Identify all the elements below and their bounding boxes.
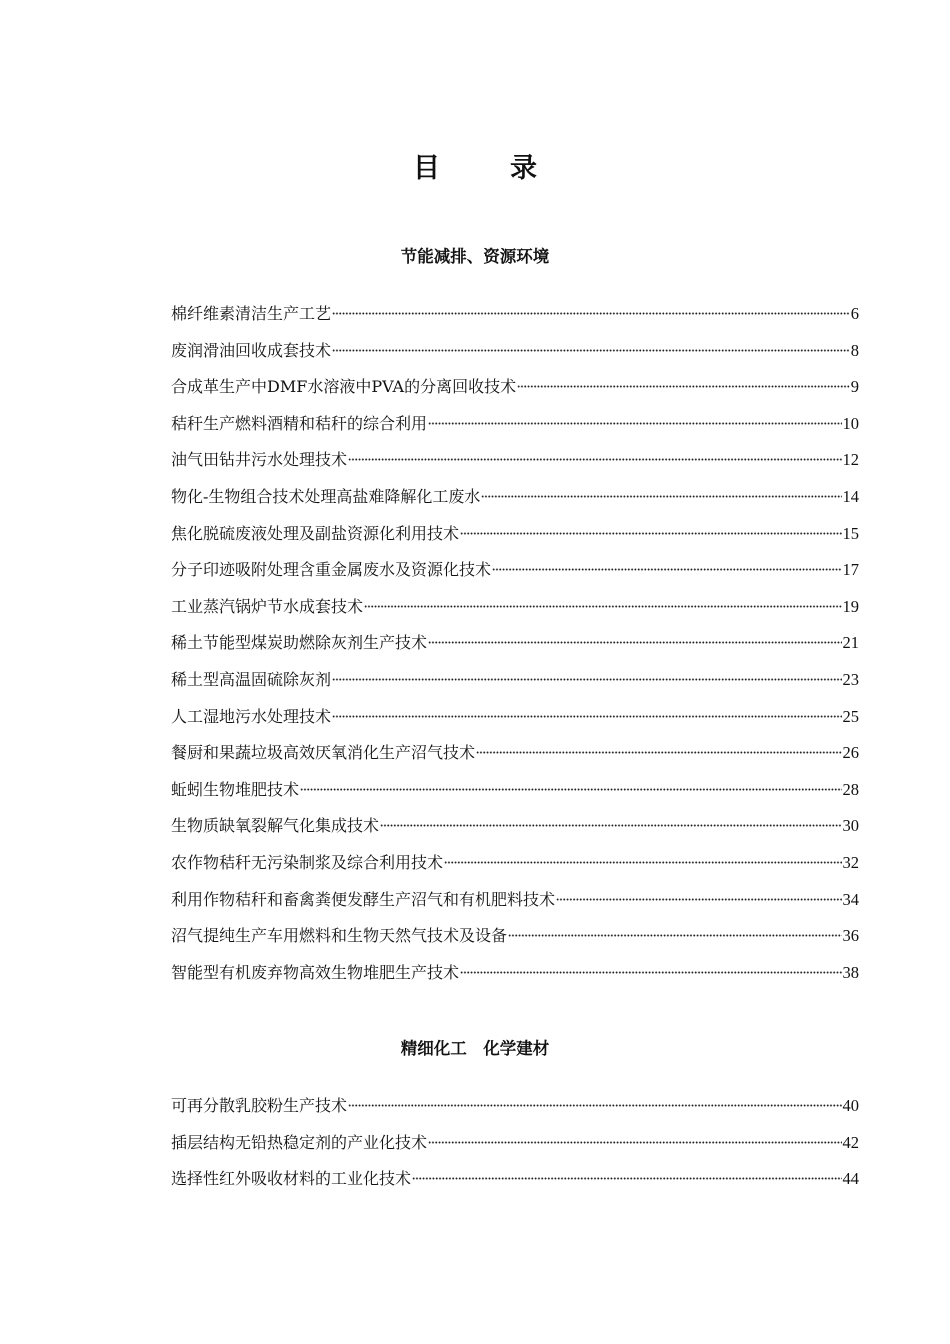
toc-entry-page: 9 — [850, 377, 859, 397]
toc-entry-title: 棉纤维素清洁生产工艺 — [171, 304, 332, 323]
toc-entry[interactable] — [171, 552, 859, 589]
toc-entry-title: 稀土型高温固硫除灰剂 — [171, 669, 332, 689]
toc-entry-title: 插层结构无铅热稳定剂的产业化技术 — [171, 1132, 428, 1152]
toc-entry-page: 42 — [842, 1132, 859, 1152]
toc-entry[interactable] — [171, 333, 859, 370]
toc-entry-title: 废润滑油回收成套技术 — [171, 340, 332, 360]
toc-entry-page: 32 — [842, 852, 859, 872]
toc-entry[interactable] — [171, 1161, 859, 1198]
toc-entry-page: 36 — [842, 926, 859, 946]
dot-leader — [300, 781, 841, 791]
dot-leader — [412, 1170, 841, 1180]
toc-entry[interactable] — [171, 808, 859, 845]
toc-entry-page: 6 — [850, 304, 859, 323]
dot-leader — [444, 854, 841, 864]
toc-entry-title: 沼气提纯生产车用燃料和生物天然气技术及设备 — [171, 926, 508, 946]
toc-entry[interactable] — [171, 479, 859, 516]
toc-entry-title: 人工湿地污水处理技术 — [171, 706, 332, 726]
toc-entry-title: 蚯蚓生物堆肥技术 — [171, 779, 300, 799]
toc-entry-page: 34 — [842, 889, 859, 909]
title-char-right: 录 — [510, 153, 537, 184]
toc-entry-page: 15 — [842, 523, 859, 543]
toc-entry[interactable] — [171, 442, 859, 479]
dot-leader — [348, 1097, 841, 1107]
toc-entry[interactable] — [171, 625, 859, 662]
toc-entry-page: 17 — [842, 560, 859, 580]
toc-entry[interactable] — [171, 699, 859, 736]
toc-entry[interactable] — [171, 955, 859, 992]
toc-entry[interactable] — [171, 369, 859, 406]
dot-leader — [332, 671, 841, 681]
toc-entry[interactable] — [171, 918, 859, 955]
toc-entry-title: 分子印迹吸附处理含重金属废水及资源化技术 — [171, 560, 492, 580]
toc-entry-page: 8 — [850, 340, 859, 360]
dot-leader — [428, 634, 841, 644]
dot-leader — [428, 1134, 841, 1144]
toc-entry-title: 油气田钻井污水处理技术 — [171, 450, 348, 470]
toc-entry-page: 19 — [842, 596, 859, 616]
toc-entry[interactable] — [171, 296, 859, 333]
toc-entry[interactable] — [171, 735, 859, 772]
toc-list-section-1 — [171, 296, 859, 991]
dot-leader — [476, 744, 841, 754]
toc-entry[interactable] — [171, 1088, 859, 1125]
toc-entry-title: 餐厨和果蔬垃圾高效厌氧消化生产沼气技术 — [171, 743, 476, 763]
toc-entry[interactable] — [171, 1125, 859, 1162]
dot-leader — [332, 305, 850, 315]
toc-entry-page: 44 — [842, 1169, 859, 1189]
toc-entry-page: 30 — [842, 816, 859, 836]
toc-entry-page: 28 — [842, 779, 859, 799]
dot-leader — [380, 817, 841, 827]
section-heading: 精细化工 化学建材 — [400, 1039, 550, 1058]
toc-entry[interactable] — [171, 516, 859, 553]
toc-entry-title: 农作物秸秆无污染制浆及综合利用技术 — [171, 852, 444, 872]
toc-entry-title: 秸秆生产燃料酒精和秸秆的综合利用 — [171, 413, 428, 433]
toc-entry[interactable] — [171, 406, 859, 443]
page-title — [0, 146, 950, 185]
toc-entry-title: 物化-生物组合技术处理高盐难降解化工废水 — [171, 486, 481, 506]
dot-leader — [508, 927, 841, 937]
dot-leader — [556, 891, 841, 901]
toc-entry-title: 合成革生产中DMF水溶液中PVA的分离回收技术 — [171, 377, 517, 397]
toc-entry-title: 智能型有机废弃物高效生物堆肥生产技术 — [171, 962, 460, 982]
dot-leader — [348, 451, 841, 461]
toc-entry-title: 利用作物秸秆和畜禽粪便发酵生产沼气和有机肥料技术 — [171, 889, 556, 909]
toc-entry-page: 26 — [842, 743, 859, 763]
dot-leader — [517, 378, 850, 388]
dot-leader — [332, 342, 850, 352]
toc-entry-page: 12 — [842, 450, 859, 470]
toc-entry-page: 21 — [842, 633, 859, 653]
toc-entry-page: 38 — [842, 962, 859, 982]
toc-entry-title: 生物质缺氧裂解气化集成技术 — [171, 816, 380, 836]
title-char-left: 目 — [413, 153, 440, 184]
dot-leader — [428, 415, 841, 425]
toc-entry[interactable] — [171, 772, 859, 809]
toc-entry-title: 焦化脱硫废液处理及副盐资源化利用技术 — [171, 523, 460, 543]
toc-entry[interactable] — [171, 845, 859, 882]
toc-entry-title: 选择性红外吸收材料的工业化技术 — [171, 1169, 412, 1189]
dot-leader — [492, 561, 841, 571]
toc-entry-page: 14 — [842, 486, 859, 506]
section-heading: 节能减排、资源环境 — [400, 247, 550, 266]
dot-leader — [364, 598, 841, 608]
toc-entry-title: 稀土节能型煤炭助燃除灰剂生产技术 — [171, 633, 428, 653]
toc-entry-page: 23 — [842, 669, 859, 689]
toc-entry-page: 25 — [842, 706, 859, 726]
toc-list-section-2 — [171, 1088, 859, 1198]
toc-entry-page: 40 — [842, 1096, 859, 1115]
dot-leader — [332, 708, 841, 718]
toc-entry-page: 10 — [842, 413, 859, 433]
dot-leader — [481, 488, 841, 498]
toc-entry[interactable] — [171, 882, 859, 919]
toc-entry[interactable] — [171, 662, 859, 699]
dot-leader — [460, 525, 841, 535]
dot-leader — [460, 964, 841, 974]
toc-entry-title: 可再分散乳胶粉生产技术 — [171, 1096, 348, 1115]
toc-entry[interactable] — [171, 589, 859, 626]
toc-entry-title: 工业蒸汽锅炉节水成套技术 — [171, 596, 364, 616]
